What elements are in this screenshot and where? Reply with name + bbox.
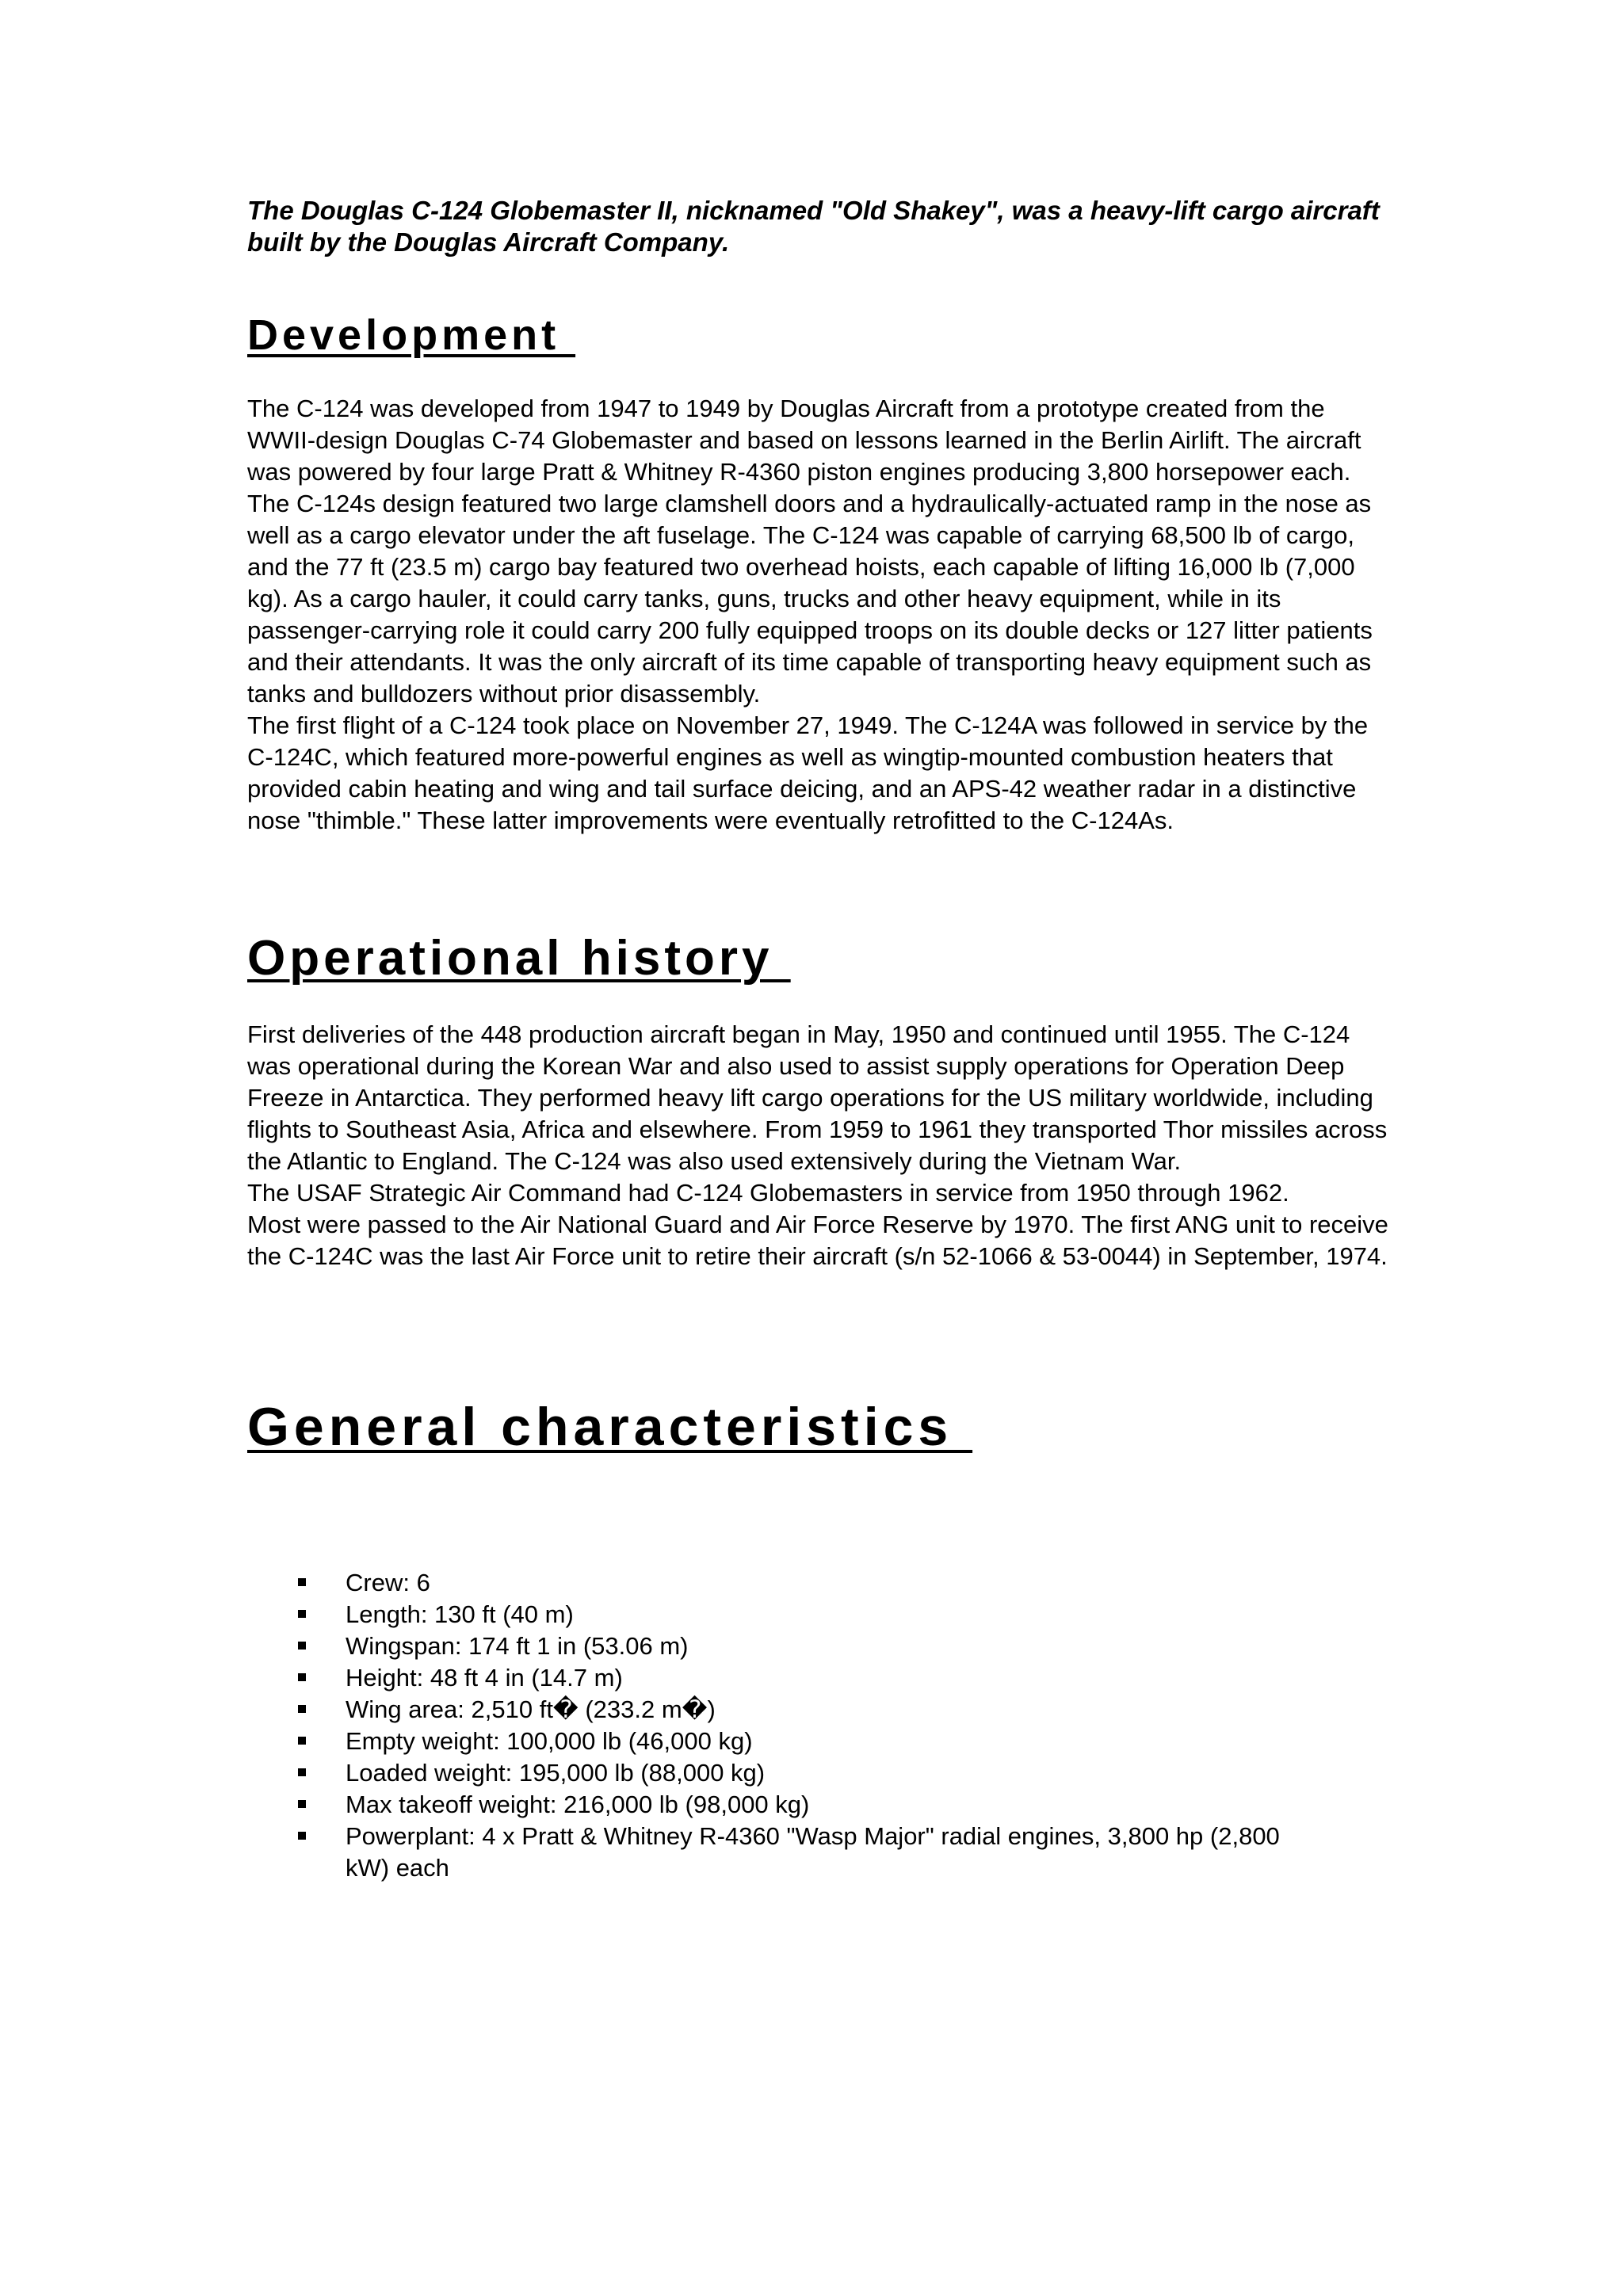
list-item-text: Wing area: 2,510 ft� (233.2 m�)	[346, 1695, 716, 1723]
square-bullet-icon	[298, 1705, 306, 1713]
characteristics-list	[298, 1567, 1328, 1884]
operational-history-body	[247, 1019, 1396, 1272]
list-item	[298, 1567, 1328, 1599]
heading-general-characteristics: General characteristics	[247, 1397, 973, 1457]
list-item-text: Length: 130 ft (40 m)	[346, 1600, 574, 1628]
operational-history-paragraph-2: The USAF Strategic Air Command had C-124 Globemasters in service from 1950 through 1962.	[247, 1179, 1289, 1207]
development-body	[247, 393, 1396, 837]
list-item-text: Loaded weight: 195,000 lb (88,000 kg)	[346, 1759, 766, 1787]
square-bullet-icon	[298, 1610, 306, 1618]
list-item	[298, 1694, 1328, 1726]
list-item-text: Height: 48 ft 4 in (14.7 m)	[346, 1664, 623, 1691]
development-paragraph-2: The first flight of a C-124 took place on November 27, 1949. The C-124A was followed in service by the C-124C, which featured more-powerful engines as well as wingtip-mounted combustion heaters that provided cabin heating and wing and tail surface deicing, and an APS-42 weather radar in a distinctive nose "thimble." These latter improvements were eventually retrofitted to the C-124As.	[247, 711, 1369, 834]
list-item-text: Wingspan: 174 ft 1 in (53.06 m)	[346, 1632, 689, 1660]
square-bullet-icon	[298, 1800, 306, 1808]
heading-operational-history: Operational history	[247, 931, 791, 986]
list-item	[298, 1630, 1328, 1662]
intro-paragraph: The Douglas C-124 Globemaster II, nicknamed "Old Shakey", was a heavy-lift cargo aircraft built by the Douglas Aircraft Company.	[247, 196, 1380, 257]
list-item	[298, 1726, 1328, 1757]
list-item	[298, 1821, 1328, 1884]
square-bullet-icon	[298, 1768, 306, 1776]
list-item-text: Max takeoff weight: 216,000 lb (98,000 kg)	[346, 1791, 810, 1818]
list-item-text: Empty weight: 100,000 lb (46,000 kg)	[346, 1727, 753, 1755]
operational-history-paragraph-1: First deliveries of the 448 production aircraft began in May, 1950 and continued until 1955. The C-124 was operational during the Korean War and also used to assist supply operations for Operation Deep Freeze in Antarctica. They performed heavy lift cargo operations for the US military worldwide, including flights to Southeast Asia, Africa and elsewhere. From 1959 to 1961 they transported Thor missiles across the Atlantic to England. The C-124 was also used extensively during the Vietnam War.	[247, 1020, 1388, 1175]
list-item	[298, 1789, 1328, 1821]
square-bullet-icon	[298, 1737, 306, 1745]
square-bullet-icon	[298, 1832, 306, 1840]
square-bullet-icon	[298, 1673, 306, 1681]
operational-history-paragraph-3: Most were passed to the Air National Guard and Air Force Reserve by 1970. The first ANG unit to receive the C-124C was the last Air Force unit to retire their aircraft (s/n 52-1066 & 53-0044) in September, 1974.	[247, 1211, 1388, 1270]
list-item	[298, 1662, 1328, 1694]
list-item	[298, 1757, 1328, 1789]
list-item-text: Crew: 6	[346, 1569, 430, 1596]
square-bullet-icon	[298, 1642, 306, 1650]
list-item	[298, 1599, 1328, 1630]
list-item-text: Powerplant: 4 x Pratt & Whitney R-4360 "Wasp Major" radial engines, 3,800 hp (2,800 kW) each	[346, 1822, 1280, 1882]
square-bullet-icon	[298, 1578, 306, 1586]
development-paragraph-1: The C-124 was developed from 1947 to 1949 by Douglas Aircraft from a prototype created from the WWII-design Douglas C-74 Globemaster and based on lessons learned in the Berlin Airlift. The aircraft was powered by four large Pratt & Whitney R-4360 piston engines producing 3,800 horsepower each. The C-124s design featured two large clamshell doors and a hydraulically-actuated ramp in the nose as well as a cargo elevator under the aft fuselage. The C-124 was capable of carrying 68,500 lb of cargo, and the 77 ft (23.5 m) cargo bay featured two overhead hoists, each capable of lifting 16,000 lb (7,000 kg). As a cargo hauler, it could carry tanks, guns, trucks and other heavy equipment, while in its passenger-carrying role it could carry 200 fully equipped troops on its double decks or 127 litter patients and their attendants. It was the only aircraft of its time capable of transporting heavy equipment such as tanks and bulldozers without prior disassembly.	[247, 395, 1373, 707]
heading-development: Development	[247, 311, 576, 359]
